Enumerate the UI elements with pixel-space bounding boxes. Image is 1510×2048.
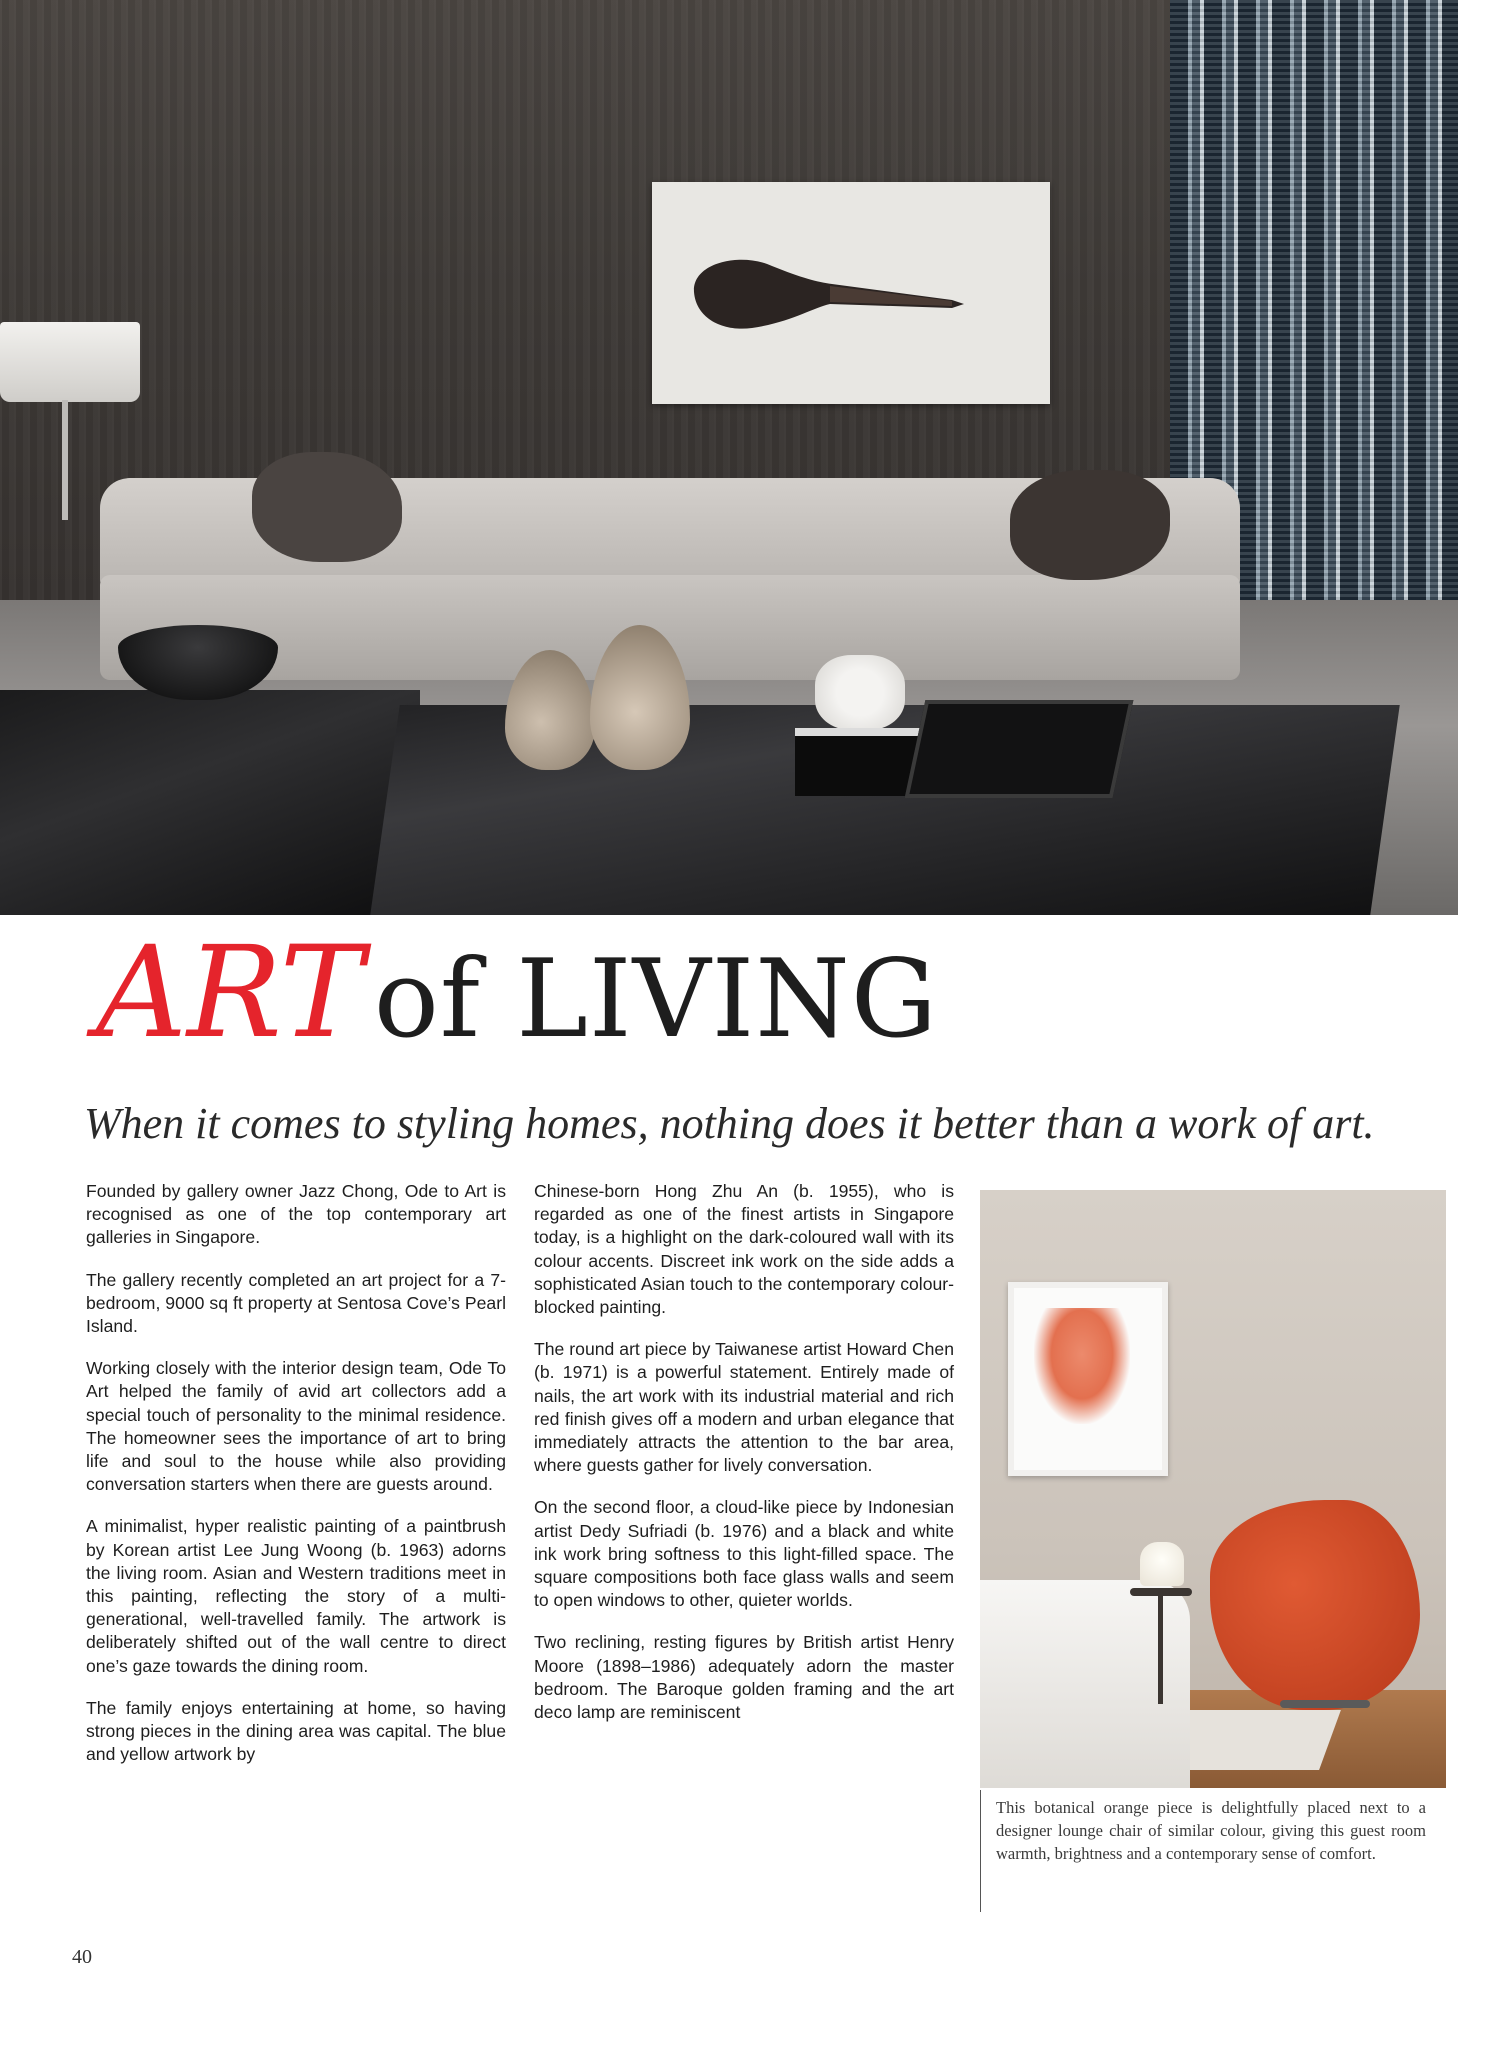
page-number: 40	[72, 1946, 92, 1968]
marble-table-left	[0, 690, 420, 915]
paragraph: A minimalist, hyper realistic painting of a paintbrush by Korean artist Lee Jung Woong (b. 1963) adorns the living room. Asian and Western traditions meet in this painting, reflecting the story of a multi-generational, well-travelled family. The artwork is deliberately shifted out of the wall centre to direct one’s gaze towards the dining room.	[86, 1516, 506, 1676]
fur-pillow-left	[252, 452, 402, 562]
table-lamp	[1140, 1542, 1184, 1586]
side-table-leg	[1158, 1594, 1163, 1704]
article-subtitle: When it comes to styling homes, nothing does it better than a work of art.	[84, 1099, 1375, 1148]
paragraph: Working closely with the interior design team, Ode To Art helped the family of avid art collectors add a special touch of personality to the minimal residence. The homeowner sees the importance of art to bring life and soul to the house while also providing conversation starters when there are guests around.	[86, 1358, 506, 1495]
paintbrush-artwork	[652, 182, 1050, 404]
paragraph: The round art piece by Taiwanese artist Howard Chen (b. 1971) is a powerful statement. Entirely made of nails, the art work with its industrial material and rich red finish gives off a modern and urban elegance that immediately attracts the attention to the bar area, where guests gather for lively conversation.	[534, 1339, 954, 1476]
text-column-right	[534, 1180, 954, 1743]
paragraph: On the second floor, a cloud-like piece by Indonesian artist Dedy Sufriadi (b. 1976) and a black and white ink work bring softness to this light-filled space. The square compositions both face glass walls and seem to open windows to other, quieter worlds.	[534, 1497, 954, 1611]
paragraph: Chinese-born Hong Zhu An (b. 1955), who is regarded as one of the finest artists in Singapore today, is a highlight on the dark-coloured wall with its colour accents. Discreet ink work on the side adds a sophisticated Asian touch to the contemporary colour-blocked painting.	[534, 1181, 954, 1318]
floor-lamp-shade	[0, 322, 140, 402]
paragraph: Founded by gallery owner Jazz Chong, Ode to Art is recognised as one of the top contemporary art galleries in Singapore.	[86, 1181, 506, 1248]
floor-lamp-pole	[62, 400, 68, 520]
fur-pillow-right	[1010, 470, 1170, 580]
article-title	[96, 919, 939, 1066]
paragraph: The family enjoys entertaining at home, so having strong pieces in the dining area was capital. The blue and yellow artwork by	[86, 1697, 506, 1765]
photo-caption: This botanical orange piece is delightfully placed next to a designer lounge chair of similar colour, giving this guest room warmth, brightness and a contemporary sense of comfort.	[996, 1798, 1426, 1863]
paragraph: Two reclining, resting figures by British artist Henry Moore (1898–1986) adequately adorn the master bedroom. The Baroque golden framing and the art deco lamp are reminiscent	[534, 1632, 954, 1723]
orange-lounge-chair	[1210, 1500, 1420, 1710]
paintbrush-icon	[652, 182, 1050, 404]
title-highlight: ART	[96, 919, 364, 1066]
title-rest: of LIVING	[373, 937, 939, 1062]
caption-rule	[980, 1790, 981, 1912]
guest-room-photo	[980, 1190, 1446, 1788]
black-tray	[905, 700, 1134, 798]
hero-living-room-photo	[0, 0, 1458, 915]
chair-base	[1280, 1700, 1370, 1708]
white-coral	[815, 655, 905, 730]
paragraph: The gallery recently completed an art project for a 7-bedroom, 9000 sq ft property at Sentosa Cove’s Pearl Island.	[86, 1269, 506, 1337]
text-column-left	[86, 1180, 506, 1785]
coffee-table-book	[795, 728, 925, 796]
orange-coral-artwork	[1034, 1308, 1130, 1424]
